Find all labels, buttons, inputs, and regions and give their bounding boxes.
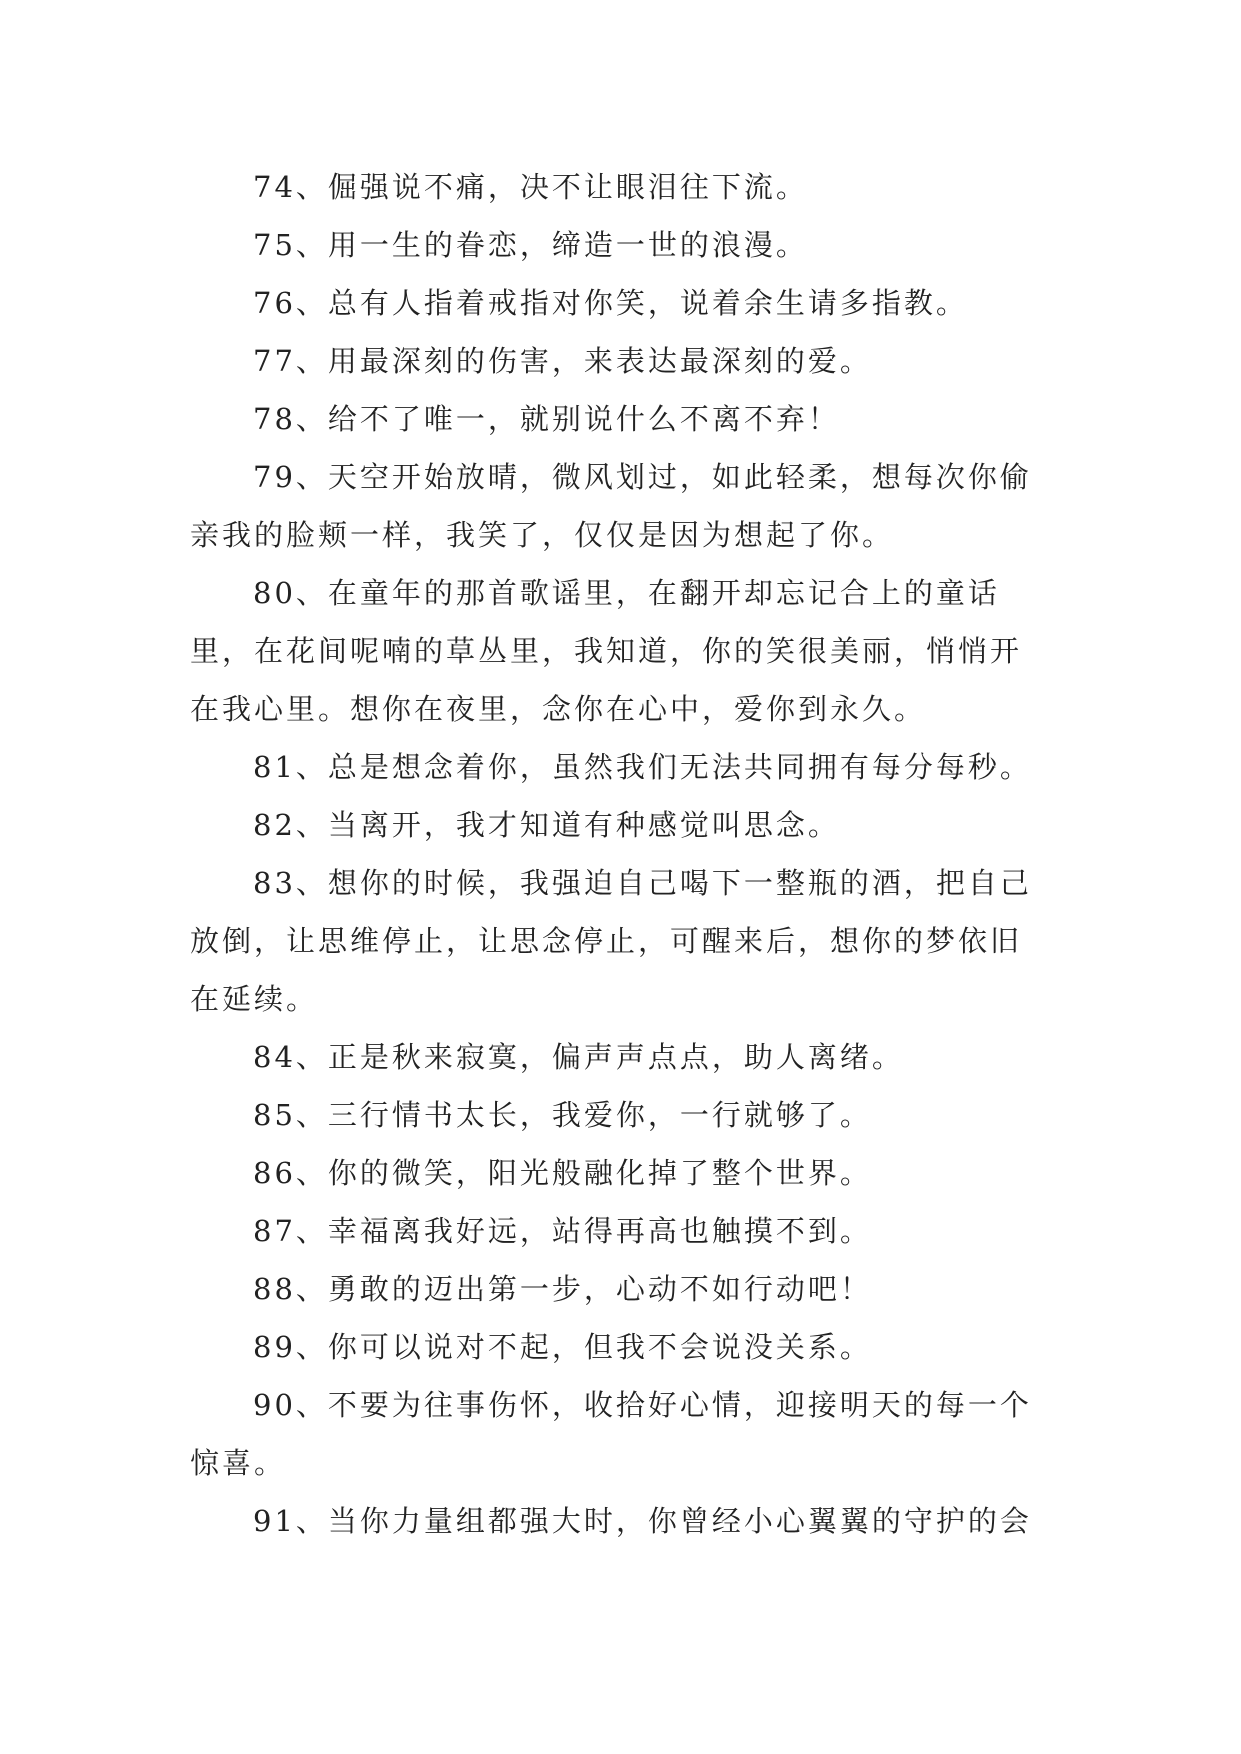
paragraph-88: 88、勇敢的迈出第一步，心动不如行动吧！ xyxy=(253,1272,872,1306)
paragraph-79: 79、天空开始放晴，微风划过，如此轻柔，想每次你偷亲我的脸颊一样，我笑了，仅仅是因为想起了你。 xyxy=(190,460,1032,552)
paragraph-89: 89、你可以说对不起，但我不会说没关系。 xyxy=(253,1330,872,1364)
paragraph-80: 80、在童年的那首歌谣里，在翻开却忘记合上的童话里，在花间呢喃的草丛里，我知道，你的笑很美丽，悄悄开在我心里。想你在夜里，念你在心中，爱你到永久。 xyxy=(190,576,1023,726)
document-body xyxy=(190,158,1050,1550)
paragraph-84: 84、正是秋来寂寞，偏声声点点，助人离绪。 xyxy=(253,1040,904,1074)
paragraph-82: 82、当离开，我才知道有种感觉叫思念。 xyxy=(253,808,840,842)
paragraph-90: 90、不要为往事伤怀，收拾好心情，迎接明天的每一个惊喜。 xyxy=(190,1388,1032,1480)
paragraph-77: 77、用最深刻的伤害，来表达最深刻的爱。 xyxy=(253,344,872,378)
paragraph-76: 76、总有人指着戒指对你笑，说着余生请多指教。 xyxy=(253,286,968,320)
paragraph-87: 87、幸福离我好远，站得再高也触摸不到。 xyxy=(253,1214,872,1248)
paragraph-78: 78、给不了唯一，就别说什么不离不弃！ xyxy=(253,402,840,436)
paragraph-83: 83、想你的时候，我强迫自己喝下一整瓶的酒，把自己放倒，让思维停止，让思念停止，可醒来后，想你的梦依旧在延续。 xyxy=(190,866,1032,1016)
paragraph-74: 74、倔强说不痛，决不让眼泪往下流。 xyxy=(253,170,808,204)
paragraph-91: 91、当你力量组都强大时，你曾经小心翼翼的守护的会 xyxy=(253,1504,1032,1538)
paragraph-85: 85、三行情书太长，我爱你，一行就够了。 xyxy=(253,1098,872,1132)
paragraph-86: 86、你的微笑，阳光般融化掉了整个世界。 xyxy=(253,1156,872,1190)
paragraph-81: 81、总是想念着你，虽然我们无法共同拥有每分每秒。 xyxy=(253,750,1032,784)
paragraph-75: 75、用一生的眷恋，缔造一世的浪漫。 xyxy=(253,228,808,262)
